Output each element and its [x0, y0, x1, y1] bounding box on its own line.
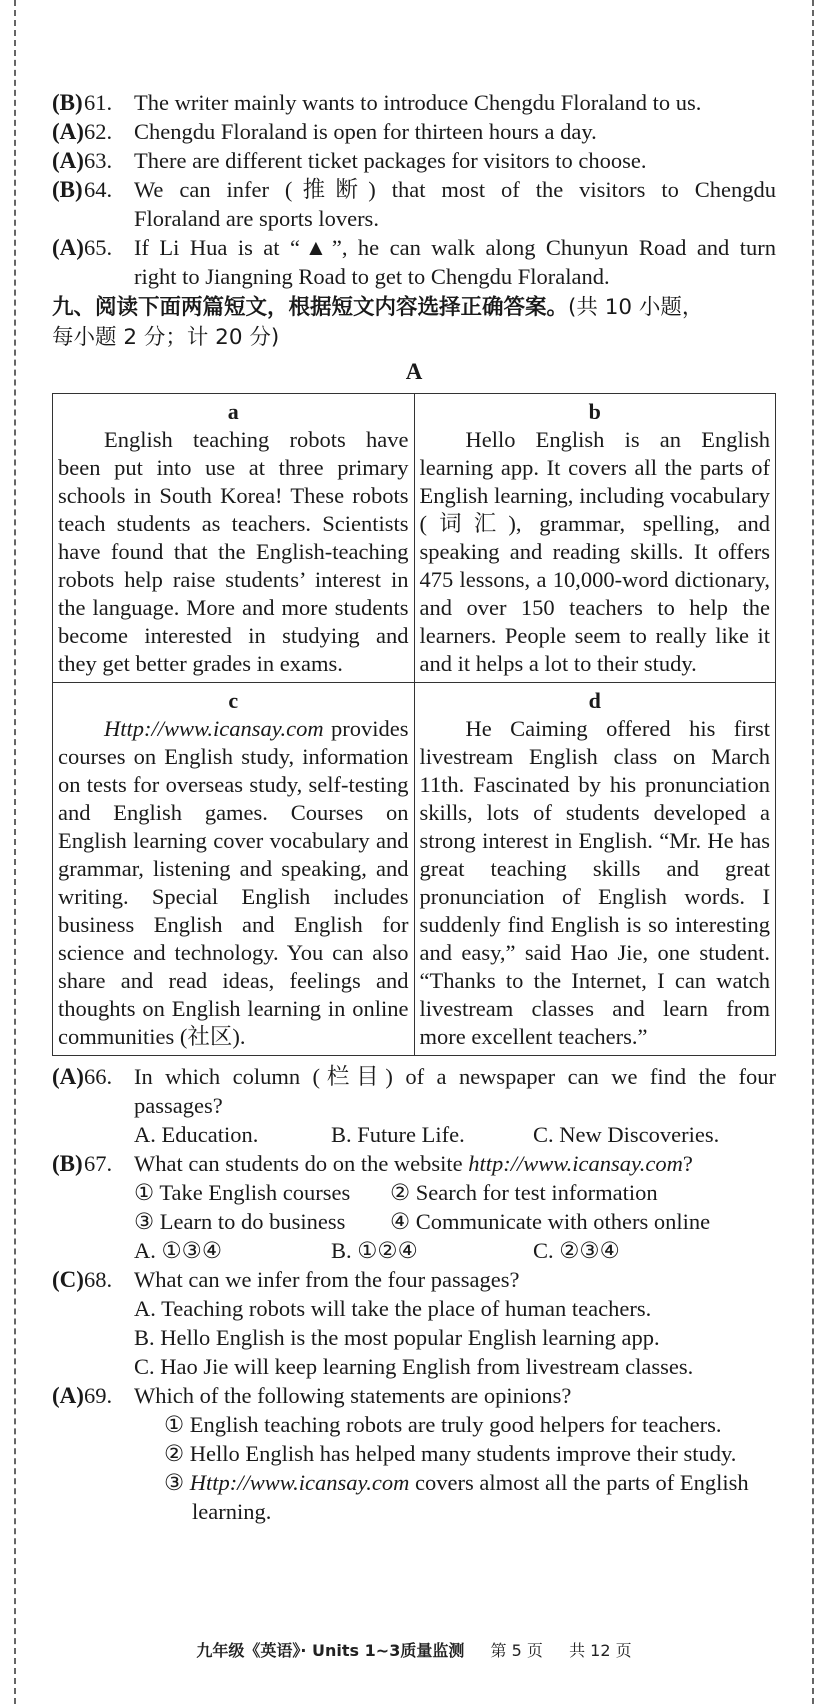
question-text-line2: right to Jiangning Road to get to Chengdu Floraland.	[134, 264, 610, 289]
answer-mark: (A)	[52, 235, 84, 260]
question-number: 62.	[84, 119, 113, 144]
question-number: 67.	[84, 1151, 113, 1176]
passage-cell-b	[414, 394, 776, 683]
question-text-line1: We can infer (推断) that most of the visitors to Chengdu	[134, 177, 776, 202]
section-count: (共 10 小题，	[568, 295, 704, 320]
footer-page-total: 共 12 页	[569, 1641, 632, 1660]
left-dashed-margin-line	[14, 0, 16, 1704]
cell-body	[58, 715, 409, 1051]
option-b: B. Future Life.	[331, 1122, 465, 1147]
question-62	[52, 117, 776, 146]
question-number: 66.	[84, 1064, 113, 1089]
question-number: 63.	[84, 148, 113, 173]
cell-text: Hello English is an English learning app. It covers all the parts of English learning, including vocabulary (词汇), grammar, spelling, and speaking and reading skills. It offers 475 lessons, a 10,000-word dictionary, and over 150 teachers to help the learners. People seem to really like it and it helps a lot to their study.	[419, 427, 770, 676]
question-text-line2: Floraland are sports lovers.	[134, 206, 379, 231]
cell-heading: c	[228, 688, 239, 713]
cell-text: provides courses on English study, information on tests for overseas study, self-testing and English games. Courses on English learning cover vocabulary and grammar, listening and speaking, and writing. Special English includes business English and English for science and technology. You can also share and read ideas, feelings and thoughts on English learning in online communities (社区).	[58, 716, 409, 1049]
answer-mark: (C)	[52, 1267, 84, 1292]
option-b: B. Hello English is the most popular English learning app.	[134, 1325, 660, 1350]
option-c: C. ②③④	[533, 1238, 620, 1263]
question-text-line1: In which column (栏目) of a newspaper can we find the four	[134, 1064, 776, 1089]
statement-3-continued: learning.	[192, 1499, 272, 1524]
cell-heading: a	[227, 399, 239, 424]
right-dashed-margin-line	[812, 0, 814, 1704]
cell-heading: b	[588, 399, 601, 424]
question-65	[52, 233, 776, 291]
footer-page-number: 第 5 页	[490, 1641, 543, 1660]
cell-body	[58, 426, 409, 678]
question-67	[52, 1149, 776, 1265]
passage-grid	[52, 393, 776, 1056]
answer-mark: (B)	[52, 177, 83, 202]
answer-mark: (A)	[52, 119, 84, 144]
question-61	[52, 88, 776, 117]
footer-title: 九年级《英语》· Units 1~3质量监测	[196, 1641, 465, 1660]
answer-mark: (B)	[52, 1151, 83, 1176]
website-url: http://www.icansay.com	[468, 1151, 683, 1176]
exam-page	[52, 88, 776, 1526]
cell-text: He Caiming offered his first livestream English class on March 11th. Fascinated by his pronunciation skills, lots of students developed a strong interest in English. “Mr. He has great teaching skills and great pronunciation of English words. I suddenly find English is so interesting and easy,” said Hao Jie, one student. “Thanks to the Internet, I can watch livestream classes and learn from more excellent teachers.”	[419, 716, 770, 1049]
question-69	[52, 1381, 776, 1526]
question-64	[52, 175, 776, 233]
question-text: What can students do on the website	[134, 1151, 469, 1176]
question-63	[52, 146, 776, 175]
cell-text: English teaching robots have been put into use at three primary schools in South Korea! These robots teach students as teachers. Scientists have found that the English-teaching robots help raise students’ interest in the language. More and more students become interested in studying and they get better grades in exams.	[58, 427, 409, 676]
passage-cell-a	[53, 394, 415, 683]
question-number: 61.	[84, 90, 113, 115]
option-a: A. Education.	[134, 1122, 259, 1147]
passage-title: A	[405, 359, 423, 384]
website-url: Http://www.icansay.com	[104, 716, 324, 741]
answer-mark: (A)	[52, 1064, 84, 1089]
answer-mark: (A)	[52, 1383, 84, 1408]
question-text-line2: passages?	[134, 1093, 223, 1118]
question-text: There are different ticket packages for visitors to choose.	[134, 148, 647, 173]
items-row-1	[134, 1178, 776, 1207]
page-footer	[0, 1638, 828, 1661]
question-number: 64.	[84, 177, 113, 202]
question-text-line1: If Li Hua is at “▲”, he can walk along Chunyun Road and turn	[134, 235, 776, 260]
answer-mark: (B)	[52, 90, 83, 115]
statement-3	[164, 1468, 776, 1497]
question-66	[52, 1062, 776, 1149]
question-text: What can we infer from the four passages?	[134, 1267, 520, 1292]
statement-2: ② Hello English has helped many students improve their study.	[164, 1441, 737, 1466]
question-68	[52, 1265, 776, 1381]
item-1: ① Take English courses	[134, 1180, 351, 1205]
options-row	[134, 1120, 776, 1149]
cell-body	[420, 715, 771, 1051]
question-number: 69.	[84, 1383, 113, 1408]
section-title: 九、阅读下面两篇短文，根据短文内容选择正确答案。	[52, 295, 569, 320]
statement-1: ① English teaching robots are truly good helpers for teachers.	[164, 1412, 722, 1437]
items-row-2	[134, 1207, 776, 1236]
option-a: A. Teaching robots will take the place of human teachers.	[134, 1296, 652, 1321]
statement-marker: ③	[164, 1470, 190, 1495]
option-a: A. ①③④	[134, 1238, 223, 1263]
cell-body	[420, 426, 771, 678]
section-nine-heading	[52, 293, 776, 353]
statement-text: covers almost all the parts of English	[409, 1470, 749, 1495]
item-3: ③ Learn to do business	[134, 1209, 346, 1234]
options-row	[134, 1236, 776, 1265]
website-url: Http://www.icansay.com	[189, 1470, 410, 1495]
passage-cell-c	[53, 683, 415, 1056]
question-end: ?	[682, 1151, 693, 1176]
option-b: B. ①②④	[331, 1238, 418, 1263]
question-number: 68.	[84, 1267, 113, 1292]
section-scoring: 每小题 2 分；计 20 分)	[52, 325, 280, 350]
option-c: C. New Discoveries.	[533, 1122, 720, 1147]
question-number: 65.	[84, 235, 113, 260]
question-text: Which of the following statements are opinions?	[134, 1383, 572, 1408]
question-text: Chengdu Floraland is open for thirteen hours a day.	[134, 119, 597, 144]
answer-mark: (A)	[52, 148, 84, 173]
item-2: ② Search for test information	[390, 1180, 658, 1205]
question-text: The writer mainly wants to introduce Chengdu Floraland to us.	[134, 90, 702, 115]
item-4: ④ Communicate with others online	[390, 1209, 711, 1234]
option-c: C. Hao Jie will keep learning English from livestream classes.	[134, 1354, 694, 1379]
cell-heading: d	[588, 688, 601, 713]
passage-cell-d	[414, 683, 776, 1056]
